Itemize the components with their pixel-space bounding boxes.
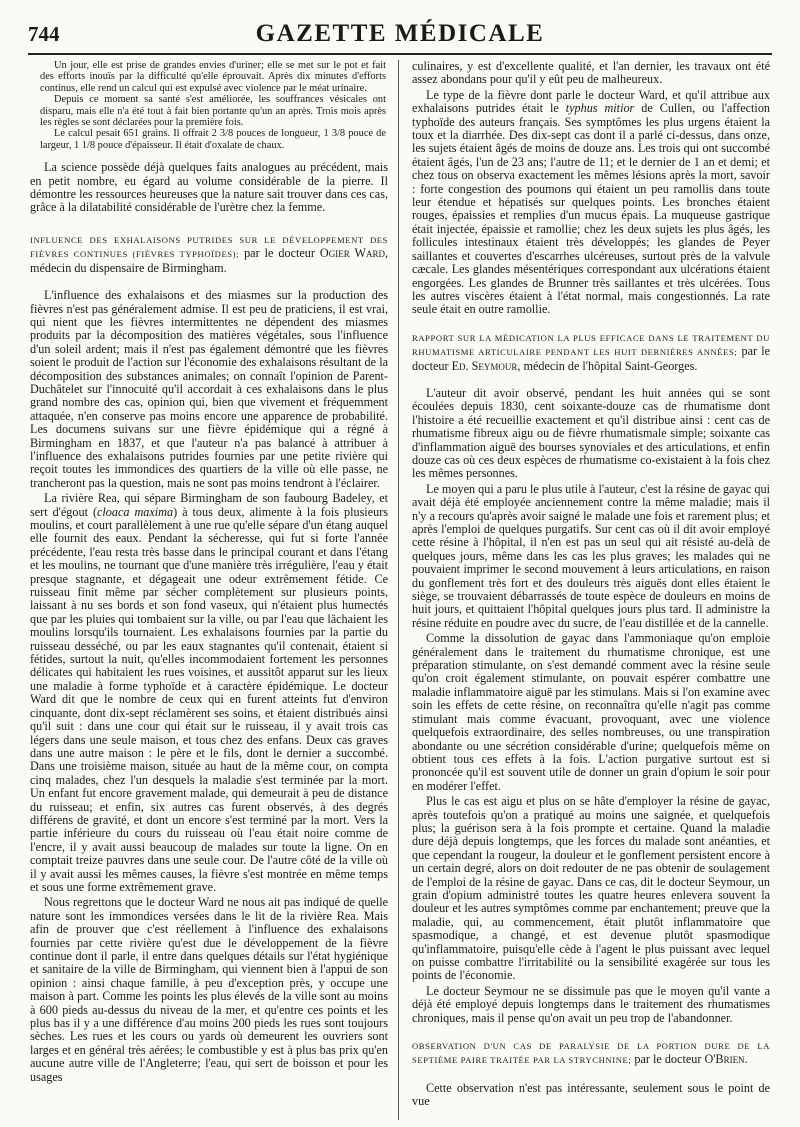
article-heading-ward: INFLUENCE DES EXHALAISONS PUTRIDES SUR LE DÉVELOPPEMENT DES FIÈVRES CONTINUES (FIÈVRES TYPHOÏDES); par le docteur Ogier Ward, médecin du dispensaire de Birmingham. [30,234,389,275]
heading-title: RAPPORT SUR LA MÉDICATION LA PLUS EFFICACE DANS LE TRAITEMENT DU RHUMATISME ARTICULAIRE PENDANT LES HUIT DERNIÈRES ANNÉES; [412,332,770,358]
page-number: 744 [28,22,60,46]
header-rule [28,53,772,55]
case-notes [40,60,386,151]
body-paragraph: L'influence des exhalaisons et des miasmes sur la production des fièvres n'est pas généralement admise. Il est peu de praticiens, il est vrai, qui nient que les fièvres intermittentes ne dépendent des miasmes produits par la décomposition des matières végétales, sous l'influence d'un soleil ardent; mais il n'est pas également démontré que les fièvres soient le produit de l'action sur l'économie des exhalaisons résultant de la décomposition des substances animales; on connaît l'opinion de Parent-Duchâtelet sur l'innocuité qu'il accordait à ces exhalaisons dans le plus grand nombre des cas, opinion qui, bien que vivement et fréquemment attaquée, n'en conserve pas moins encore une apparence de probabilité. Les documens suivans sur une fièvre épidémique qui a régné à Birmingham en 1837, et que l'auteur n'a pas balancé à attribuer à l'influence des exhalaisons putrides fournies par une petite rivière qui reçoit toutes les immondices des quartiers de la ville où elle passe, ne trancheront pas la question, mais ne sont pas moins tendront à l'éclairer. [30,288,388,490]
author-name: Ogier Ward, [319,246,389,261]
right-column [412,60,770,1111]
science-paragraph: La science possède déjà quelques faits analogues au précédent, mais en petit nombre, eu égard au volume considérable de la pierre. Il démontre les ressources heureuses que la nature sait trouver dans ces cas, grâce à la dilatabilité considérable de l'urètre chez la femme. [30,160,388,215]
body-paragraph: Le moyen qui a paru le plus utile à l'auteur, c'est la résine de gayac qui avait déjà été employée anciennement contre la même maladie; mais il n'y a recours qu'après avoir saigné le malade une fois et rarement plus; et après l'emploi de quelques purgatifs. Sur cent cas où il dit avoir employé cette résine à l'hôpital, il n'en est pas un seul qui ait résisté au-delà de quelques jours, même dans les cas les plus graves; les malades qui ne pouvaient imprimer le second mouvement à leurs articulations, en raison du gonflement très fort et des douleurs très aiguës dont elles étaient le siège, se trouvaient débarrassés de toute espèce de douleurs en moins de huit jours, et quittaient l'hôpital quelques jours plus tard. Il administre la résine réduite en poudre avec du sucre, de l'eau distillée et de la cannelle. [412,481,770,630]
heading-title: OBSERVATION D'UN CAS DE PARALYSIE DE LA PORTION DURE DE LA SEPTIÈME PAIRE TRAITÉE PAR LA STRYCHNINE; [412,1041,770,1066]
heading-title: INFLUENCE DES EXHALAISONS PUTRIDES SUR LE DÉVELOPPEMENT DES FIÈVRES CONTINUES (FIÈVRES TYPHOÏDES); [30,234,388,260]
author-name: Ed. Seymour, [451,358,521,373]
case-note-paragraph: Le calcul pesait 651 grains. Il offrait 2 3/8 pouces de longueur, 1 3/8 pouce de largeur, 1 1/8 pouce d'épaisseur. Il était d'oxalate de chaux. [40,128,386,151]
body-paragraph: Comme la dissolution de gayac dans l'ammoniaque qu'on emploie généralement dans le traitement du rhumatisme chronique, est une préparation stimulante, on s'est demandé comment avec la résine seule qu'on croit également stimulante, on pouvait espérer combattre une maladie inflammatoire aiguë par les stimulans. Mais si l'on examine avec soin les effets de cette résine, on reconnaîtra qu'elle n'agit pas comme stimulant mais comme évacuant, provoquant, avec une violence quelquefois extraordinaire, des selles nombreuses, ou une transpiration abondante ou une sécrétion considérable d'urine; quelquefois même on obtient tous ces effets à la fois. L'action purgative surtout est si prononcée qu'il est souvent utile de donner un grain d'opium le soir pour en modérer l'effet. [412,631,770,793]
article-heading-obrien: OBSERVATION D'UN CAS DE PARALYSIE DE LA PORTION DURE DE LA SEPTIÈME PAIRE TRAITÉE PAR LA STRYCHNINE; par le docteur O'Brien. [412,1041,770,1067]
body-paragraph: culinaires, y est d'excellente qualité, et l'an dernier, les travaux ont été assez abondans pour qu'il y eût peu de malheureux. [412,59,770,87]
author-name: O'Brien. [704,1052,748,1067]
body-paragraph: Le docteur Seymour ne se dissimule pas que le moyen qu'il vante a déjà été employé depuis longtemps dans le traitement des rhumatismes chroniques, mais il pense qu'on avait un peu trop de l'abandonner. [412,983,770,1025]
body-paragraph: Le type de la fièvre dont parle le docteur Ward, et qu'il attribue aux exhalaisons putrides était le typhus mitior de Cullen, ou l'affection typhoïde des auteurs français. Ses symptômes les plus urgens étaient la toux et la diarrhée. Des dix-sept cas dont il a parlé ci-dessus, dans onze, les sujets étaient âgés de moins de douze ans. Les trois qui ont succombé étaient âgés, l'un de 23 ans; l'autre de 11; et le dernier de 1 an et demi; et chez tous on observa exactement les mêmes lésions après la mort, savoir : forte congestion des poumons qui étaient un peu ramollis dans toute leur étendue et hépatisés sur quelques points. Les bronches étaient rouges, épaissies et remplies d'un mucus épais. La muqueuse gastrique était injectée, épaissie et ramollie; chez les deux sujets les plus âgés, les follicules intestinaux étaient très développés; les glandes de Peyer saillantes et couvertes d'escarrhes ulcéreuses, surtout près de la valvule cæcale. Les glandes mésentériques correspondant aux ulcérations étaient engorgées. Les glandes de Brunner très saillantes et très ulcérées. Tous les autres viscères étaient à l'état normal, mais congestionnés. La rate seule était en outre ramollie. [412,87,771,317]
body-paragraph: Nous regrettons que le docteur Ward ne nous ait pas indiqué de quelle nature sont les immondices versées dans le lit de la rivière Rea. Mais afin de prouver que c'est réellement à l'influence des exhalaisons fournies par cette rivière qu'est due le développement de la fièvre continue dont il parle, il entre dans quelques détails sur l'état hygiénique et sanitaire de la ville de Birmingham, qui viennent bien à l'appui de son opinion : ainsi chaque famille, à peu d'exception près, y occupe une maison à part. Comme les points les plus élevés de la ville sont au moins à 600 pieds au-dessus du niveau de la mer, et qu'entre ces points et les plus bas il y a une différence d'au moins 200 pieds les rues sont toujours sèches. Les rues et les cours ou yards où demeurent les ouvriers sont larges et en général très aérées; le combustible y est à plus bas prix qu'en aucune autre ville de l'Angleterre; l'eau, qui sert de boisson et pour les usages [30,895,388,1084]
column-divider [398,60,399,1120]
body-paragraph: Cette observation n'est pas intéressante, seulement sous le point de vue [412,1080,770,1109]
body-paragraph: La rivière Rea, qui sépare Birmingham de son faubourg Badeley, et sert d'égout (cloaca maxima) à tous deux, alimente à la fois plusieurs moulins, et court parallèlement à une rue qu'elle sépare d'un étang auquel elle fournit des eaux. Pendant la sécheresse, qui fut si forte l'année précédente, l'eau resta très basse dans le principal courant et dans l'étang et les moulins, ne tournant que d'une manière très irrégulière, l'eau y était presque stagnante, et dégageait une odeur extrêmement fétide. Ce ruisseau finit même par sécher complètement sur plusieurs points, laissant à nu ses bords et son fond vaseux, qui n'étaient plus humectés que par les pluies qui tombaient sur la ville, ou par l'eau que lâchaient les moulins lorsqu'ils tournaient. Les exhalaisons fournies par la partie du ruisseau desséché, ou par les eaux stagnantes qu'il contenait, étaient si fétides, surtout la nuit, qu'elles incommodaient fortement les personnes délicates qui habitaient les rues voisines, et aussitôt apparut sur les lieux une maladie à forme typhoïde et à caractère épidémique. Le docteur Ward dit que le nombre de ceux qui en furent atteints fut d'environ cinquante, dont dix-sept réclamèrent ses soins, et étaient distribués ainsi qu'il suit : dans une cour qui était sur le ruisseau, il y avait trois cas légers dans une seule maison, et tous chez des enfans. Deux cas graves dans une autre maison : le père et le fils, dont le dernier a succombé. Dans une troisième maison, située au haut de la même cour, on compta cinq malades, chez l'un desquels la maladie s'est terminée par la mort. Un enfant fut encore gravement malade, qui demeurait à peu de distance du ruisseau; et enfin, six autres cas furent observés, à des degrés différens de gravité, et dont un encore s'est terminé par la mort. Vers la partie inférieure du cours du ruisseau où l'eau était noire comme de l'encre, il y avait aussi beaucoup de malades sur toute la ligne. On en comptait treize pauvres dans une seule cour. De l'autre côté de la ville où il y avait aussi les mêmes causes, la fièvre s'est montrée en même temps et sous une forme extrêmement grave. [30,491,389,894]
journal-title: GAZETTE MÉDICALE [255,20,545,47]
page-header [28,20,772,50]
case-note-paragraph: Depuis ce moment sa santé s'est améliorée, les souffrances vésicales ont disparu, mais elle n'a été tout à fait bien portante qu'un an après. Trois mois après les règles se sont déclarées pour la première fois. [40,94,386,129]
left-column [30,60,388,1086]
body-paragraph: Plus le cas est aigu et plus on se hâte d'employer la résine de gayac, après toutefois qu'on a pratiqué au moins une saignée, et quelquefois plus; la guérison sera à la fois prompte et certaine. Quand la maladie dure déjà depuis longtemps, que les forces du malade sont anéanties, et que cependant la rougeur, la douleur et le gonflement persistent encore à un certain degré, alors on doit redouter de ne pas obtenir de soulagement de l'emploi de la résine de gayac. Dans ce cas, dit le docteur Seymour, un grain d'opium administré toutes les quatre heures enlevera souvent la douleur et les autres symptômes comme par enchantement; preuve que la maladie, qui, au commencement, était plutôt inflammatoire que spasmodique, a changé, et est devenue plutôt spasmodique qu'inflammatoire, puisqu'elle cède à l'agent le plus puissant avec lequel on puisse combattre l'irritabilité ou la sensibilité exagérée sur tous les points de l'économie. [412,794,770,983]
article-heading-seymour: RAPPORT SUR LA MÉDICATION LA PLUS EFFICACE DANS LE TRAITEMENT DU RHUMATISME ARTICULAIRE PENDANT LES HUIT DERNIÈRES ANNÉES; par le docteur Ed. Seymour, médecin de l'hôpital Saint-Georges. [412,332,771,373]
body-paragraph: L'auteur dit avoir observé, pendant les huit années qui se sont écoulées depuis 1830, cent soixante-douze cas de rhumatisme dont l'histoire a été recueillie exactement et qu'il distribue ainsi : cent cas de rhumatisme fibreux aigu ou de fièvre rhumatismale simple; soixante cas d'inflammation aiguë des bourses synoviales et des articulations, et enfin douze cas où ces deux espèces de rhumatisme co-existaient à la fois chez les mêmes personnes. [412,385,770,481]
case-note-paragraph: Un jour, elle est prise de grandes envies d'uriner; elle se met sur le pot et fait des efforts inouïs par la difficulté qu'elle éprouvait. Après dix minutes d'efforts continus, elle rend un calcul qui est expulsé avec violence par le méat urinaire. [40,60,386,94]
